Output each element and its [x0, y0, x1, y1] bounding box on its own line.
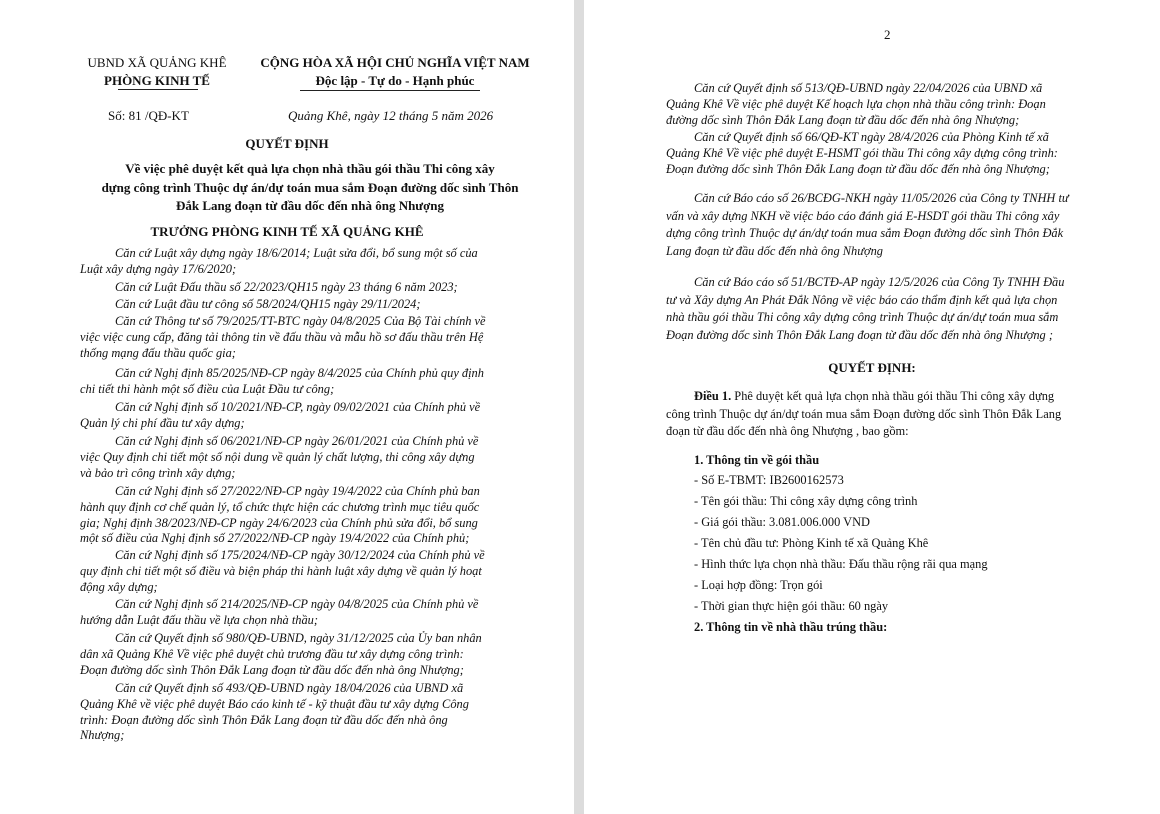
legal-basis-line: việc Quy định chi tiết một số nội dung về quản lý chất lượng, thi công xây dựng — [80, 449, 475, 464]
legal-basis-line: Đoạn đường dốc sình Thôn Đắk Lang đoạn từ đầu dốc đến nhà ông Nhượng ; — [666, 327, 1053, 342]
article-line: Phê duyệt kết quả lựa chọn nhà thầu gói thầu Thi công xây dựng — [734, 389, 1055, 403]
legal-basis — [80, 548, 525, 595]
legal-basis — [80, 597, 525, 629]
document-number: Số: 81 /QĐ-KT — [108, 108, 189, 123]
legal-basis-line: quy định chi tiết một số điều và biện pháp thi hành luật xây dựng về quản lý hoạt — [80, 563, 482, 578]
legal-basis — [80, 434, 525, 481]
legal-basis — [80, 280, 525, 296]
agency-underline — [118, 89, 198, 90]
nation-name: CỘNG HÒA XÃ HỘI CHỦ NGHĨA VIỆT NAM — [260, 55, 530, 70]
legal-basis-line: Căn cứ Luật đầu tư công số 58/2024/QH15 ngày 29/11/2024; — [115, 297, 421, 311]
section-1-title: 1. Thông tin về gói thầu — [694, 453, 820, 467]
legal-basis-line: hành quy định cơ chế quản lý, tổ chức thực hiện các chương trình mục tiêu quốc — [80, 499, 480, 514]
legal-basis-line: Nhượng; — [80, 728, 125, 743]
legal-basis-line: Căn cứ Thông tư số 79/2025/TT-BTC ngày 04/8/2025 Của Bộ Tài chính về — [115, 314, 486, 328]
page-gutter — [574, 0, 584, 814]
legal-basis-line: Đoạn đường dốc sình Thôn Đắk Lang đoạn từ đầu dốc đến nhà ông Nhượng; — [666, 161, 1050, 176]
legal-basis-line: thống mạng đấu thầu quốc gia; — [80, 345, 236, 360]
legal-basis-line: Căn cứ Nghị định số 10/2021/NĐ-CP, ngày 09/02/2021 của Chính phủ về — [115, 400, 481, 414]
legal-basis-line: Căn cứ Luật xây dựng ngày 18/6/2014; Luật sửa đổi, bổ sung một số của — [115, 246, 478, 260]
legal-basis-line: và bảo trì công trình xây dựng; — [80, 465, 236, 480]
article-line: công trình Thuộc dự án/dự toán mua sắm Đoạn đường dốc sình Thôn Đắk Lang — [666, 406, 1062, 421]
package-info-item: - Tên gói thầu: Thi công xây dựng công trình — [694, 494, 918, 508]
article-line: đoạn từ đầu dốc đến nhà ông Nhượng , bao gồm: — [666, 424, 909, 439]
legal-basis-line: Căn cứ Nghị định số 27/2022/NĐ-CP ngày 19/4/2022 của Chính phủ ban — [115, 484, 480, 498]
legal-basis-line: Căn cứ Báo cáo số 51/BCTĐ-AP ngày 12/5/2026 của Công Ty TNHH Đầu — [694, 275, 1065, 289]
document-page-1 — [0, 0, 574, 814]
legal-basis-line: Căn cứ Nghị định số 06/2021/NĐ-CP ngày 26/01/2021 của Chính phủ về — [115, 434, 479, 448]
article-label: Điều 1. — [694, 389, 732, 403]
legal-basis — [666, 274, 1114, 344]
legal-basis-line: Căn cứ Quyết định số 493/QĐ-UBND ngày 18/04/2026 của UBND xã — [115, 681, 464, 695]
motto-underline — [300, 90, 480, 91]
national-motto — [250, 54, 540, 90]
package-info-item: - Tên chủ đầu tư: Phòng Kinh tế xã Quảng Khê — [694, 536, 929, 550]
agency-parent: UBND XÃ QUẢNG KHÊ — [87, 55, 227, 70]
legal-basis-line: chi tiết thi hành một số điều của Luật Đầu tư công; — [80, 381, 335, 396]
legal-basis — [80, 297, 525, 313]
package-info-item: - Thời gian thực hiện gói thầu: 60 ngày — [694, 599, 889, 613]
legal-basis-line: Lang đoạn từ đầu dốc đến nhà ông Nhượng — [666, 243, 883, 258]
document-page-2 — [584, 0, 1160, 814]
package-info-item: - Hình thức lựa chọn nhà thầu: Đấu thầu rộng rãi qua mạng — [694, 557, 988, 571]
legal-basis-line: Quảng Khê Về việc phê duyệt Kế hoạch lựa chọn nhà thầu công trình: Đoạn — [666, 96, 1046, 111]
legal-basis-line: Căn cứ Quyết định số 66/QĐ-KT ngày 28/4/2026 của Phòng Kinh tế xã — [694, 130, 1049, 144]
motto: Độc lập - Tự do - Hạnh phúc — [315, 73, 475, 88]
subject-line: dựng công trình Thuộc dự án/dự toán mua sắm Đoạn đường dốc sình Thôn — [101, 179, 519, 195]
package-info-item: - Giá gói thầu: 3.081.006.000 VND — [694, 515, 870, 529]
legal-basis-line: gia; Nghị định 38/2023/NĐ-CP ngày 24/6/2023 của Chính phủ sửa đổi, bổ sung — [80, 515, 478, 530]
document-subject — [80, 160, 540, 216]
legal-basis — [80, 366, 525, 398]
legal-basis-line: trình: Đoạn đường dốc sình Thôn Đắk Lang đoạn từ đầu dốc đến nhà ông — [80, 712, 448, 727]
legal-basis-line: Căn cứ Nghị định số 175/2024/NĐ-CP ngày 30/12/2024 của Chính phủ về — [115, 548, 485, 562]
legal-basis-line: vấn và xây dựng NKH về việc báo cáo đánh giá E-HSDT gói thầu Thi công xây — [666, 208, 1060, 223]
package-info-item: - Loại hợp đồng: Trọn gói — [694, 578, 823, 592]
legal-basis-line: Căn cứ Quyết định số 513/QĐ-UBND ngày 22/04/2026 của UBND xã — [694, 81, 1043, 95]
page-number: 2 — [884, 27, 891, 42]
article-1 — [666, 388, 1114, 441]
legal-basis-line: dựng công trình Thuộc dự án/dự toán mua sắm Đoạn đường dốc sình Thôn Đắk — [666, 226, 1064, 240]
legal-basis-line: Căn cứ Quyết định số 980/QĐ-UBND, ngày 31/12/2025 của Ủy ban nhân — [115, 631, 482, 645]
decision-heading: QUYẾT ĐỊNH: — [828, 360, 916, 375]
legal-basis — [666, 130, 1114, 177]
legal-basis-line: Đoạn đường dốc sình Thôn Đắk Lang đoạn từ đầu dốc đến nhà ông Nhượng; — [80, 662, 464, 677]
package-info-item: - Số E-TBMT: IB2600162573 — [694, 473, 844, 487]
legal-basis-line: Quảng Khê Về việc phê duyệt E-HSMT gói thầu Thi công xây dựng công trình: — [666, 145, 1058, 160]
legal-basis — [80, 681, 525, 744]
legal-basis — [80, 314, 525, 361]
issue-date: Quảng Khê, ngày 12 tháng 5 năm 2026 — [288, 108, 494, 123]
agency-name: PHÒNG KINH TẾ — [104, 73, 210, 88]
legal-basis — [80, 631, 525, 678]
issuing-agency — [82, 54, 232, 90]
legal-basis-line: Căn cứ Báo cáo số 26/BCĐG-NKH ngày 11/05/2026 của Công ty TNHH tư — [694, 191, 1069, 205]
legal-basis-line: Quản lý chi phí đầu tư xây dựng; — [80, 415, 245, 430]
legal-basis-line: việc việc cung cấp, đăng tải thông tin về đấu thầu và mẫu hồ sơ đấu thầu trên Hệ — [80, 329, 484, 344]
issuing-authority: TRƯỞNG PHÒNG KINH TẾ XÃ QUẢNG KHÊ — [150, 224, 424, 239]
subject-line: Về việc phê duyệt kết quả lựa chọn nhà thầu gói thầu Thi công xây — [125, 161, 495, 176]
legal-basis-line: Căn cứ Luật Đấu thầu số 22/2023/QH15 ngày 23 tháng 6 năm 2023; — [115, 280, 458, 294]
legal-basis-line: đường dốc sình Thôn Đắk Lang đoạn từ đầu dốc đến nhà ông Nhượng; — [666, 112, 1020, 127]
legal-basis-line: Căn cứ Nghị định số 214/2025/NĐ-CP ngày 04/8/2025 của Chính phủ về — [115, 597, 479, 611]
legal-basis-line: tư và Xây dựng An Phát Đắk Nông về việc báo cáo thẩm định kết quả lựa chọn — [666, 292, 1058, 307]
legal-basis — [666, 81, 1114, 128]
legal-basis — [80, 246, 525, 278]
legal-basis — [80, 484, 525, 547]
legal-basis-line: động xây dựng; — [80, 579, 158, 594]
legal-basis-line: một số điều của Nghị định số 27/2022/NĐ-CP ngày 19/4/2022 của Chính phủ; — [80, 531, 470, 546]
legal-basis — [666, 190, 1114, 260]
legal-basis-line: Quảng Khê về việc phê duyệt Báo cáo kinh tế - kỹ thuật đầu tư xây dựng Công — [80, 696, 469, 711]
legal-basis-line: hướng dẫn Luật đấu thầu về lựa chọn nhà thầu; — [80, 612, 318, 627]
legal-basis-line: Luật xây dựng ngày 17/6/2020; — [80, 261, 237, 276]
legal-basis-line: nhà thầu gói thầu Thi công xây dựng công trình Thuộc dự án/dự toán mua sắm — [666, 310, 1059, 324]
document-type: QUYẾT ĐỊNH — [245, 136, 329, 151]
legal-basis-line: dân xã Quảng Khê Về việc phê duyệt chủ trương đầu tư xây dựng công trình: — [80, 646, 464, 661]
legal-basis — [80, 400, 525, 432]
section-2-title: 2. Thông tin về nhà thầu trúng thầu: — [694, 620, 888, 634]
subject-line: Đắk Lang đoạn từ đầu dốc đến nhà ông Nhượng — [175, 198, 445, 213]
legal-basis-line: Căn cứ Nghị định 85/2025/NĐ-CP ngày 8/4/2025 của Chính phủ quy định — [115, 366, 484, 380]
